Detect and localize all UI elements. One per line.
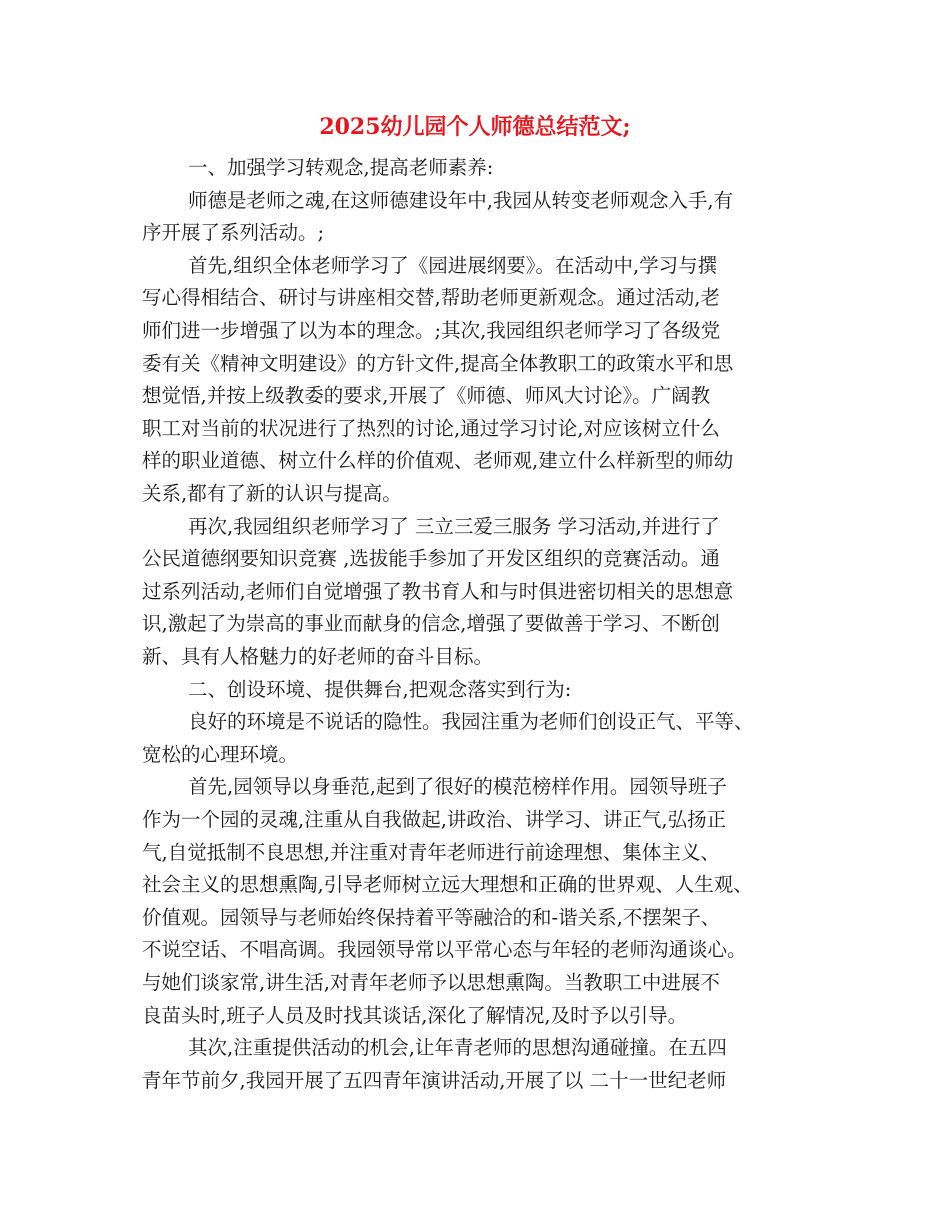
paragraph-line: 社会主义的思想熏陶,引导老师树立远大理想和正确的世界观、人生观、 [142, 873, 753, 897]
paragraph-first-line: 其次,注重提供活动的机会,让年青老师的思想沟通碰撞。在五四 [188, 1036, 727, 1060]
paragraph-first-line: 再次,我园组织老师学习了 三立三爱三服务 学习活动,并进行了 [188, 514, 720, 538]
paragraph-line: 识,激起了为崇高的事业而献身的信念,增强了要做善于学习、不断创 [142, 612, 720, 636]
paragraph-line: 委有关《精神文明建设》的方针文件,提高全体教职工的政策水平和思 [142, 351, 734, 375]
paragraph-line: 过系列活动,老师们自觉增强了教书育人和与时俱进密切相关的思想意 [142, 579, 734, 603]
paragraph-line: 良苗头时,班子人员及时找其谈话,深化了解情况,及时予以引导。 [142, 1003, 688, 1027]
paragraph-line: 公民道德纲要知识竞赛 ,选拔能手参加了开发区组织的竞赛活动。通 [142, 547, 720, 571]
paragraph-line: 气,自觉抵制不良思想,并注重对青年老师进行前途理想、集体主义、 [142, 840, 720, 864]
paragraph-line: 写心得相结合、研讨与讲座相交替,帮助老师更新观念。通过活动,老 [142, 286, 720, 310]
paragraph-line: 新、具有人格魅力的好老师的奋斗目标。 [142, 645, 494, 668]
paragraph-line: 样的职业道德、树立什么样的价值观、老师观,建立什么样新型的师幼 [142, 449, 734, 473]
paragraph-first-line: 一、加强学习转观念,提高老师素养: [188, 156, 494, 179]
paragraph-line: 与她们谈家常,讲生活,对青年老师予以思想熏陶。当教职工中进展不 [142, 971, 720, 994]
paragraph-line: 不说空话、不唱高调。我园领导常以平常心态与年轻的老师沟通谈心。 [142, 938, 747, 962]
document-title: 2025幼儿园个人师德总结范文; [319, 114, 631, 140]
paragraph-first-line: 首先,园领导以身垂范,起到了很好的模范榜样作用。园领导班子 [188, 775, 727, 799]
paragraph-line: 青年节前夕,我园开展了五四青年演讲活动,开展了以 二十一世纪老师 [142, 1068, 727, 1092]
paragraph-first-line: 首先,组织全体老师学习了《园进展纲要》。在活动中,学习与撰 [188, 253, 718, 277]
paragraph-line: 作为一个园的灵魂,注重从自我做起,讲政治、讲学习、讲正气,弘扬正 [142, 808, 727, 831]
paragraph-line: 序开展了系列活动。; [142, 221, 325, 245]
paragraph-first-line: 良好的环境是不说话的隐性。我园注重为老师们创设正气、平等、 [188, 710, 754, 734]
paragraph-line: 师们进一步增强了以为本的理念。;其次,我园组织老师学习了各级党 [142, 319, 721, 342]
paragraph-line: 关系,都有了新的认识与提高。 [142, 482, 402, 505]
paragraph-line: 价值观。园领导与老师始终保持着平等融洽的和-谐关系,不摆架子、 [142, 905, 721, 929]
paragraph-line: 职工对当前的状况进行了热烈的讨论,通过学习讨论,对应该树立什么 [142, 416, 720, 440]
paragraph-first-line: 二、创设环境、提供舞台,把观念落实到行为: [188, 677, 572, 701]
paragraph-line: 想觉悟,并按上级教委的要求,开展了《师德、师风大讨论》。广阔教 [142, 384, 711, 408]
paragraph-line: 宽松的心理环境。 [142, 742, 299, 766]
paragraph-first-line: 师德是老师之魂,在这师德建设年中,我园从转变老师观念入手,有 [188, 188, 734, 212]
